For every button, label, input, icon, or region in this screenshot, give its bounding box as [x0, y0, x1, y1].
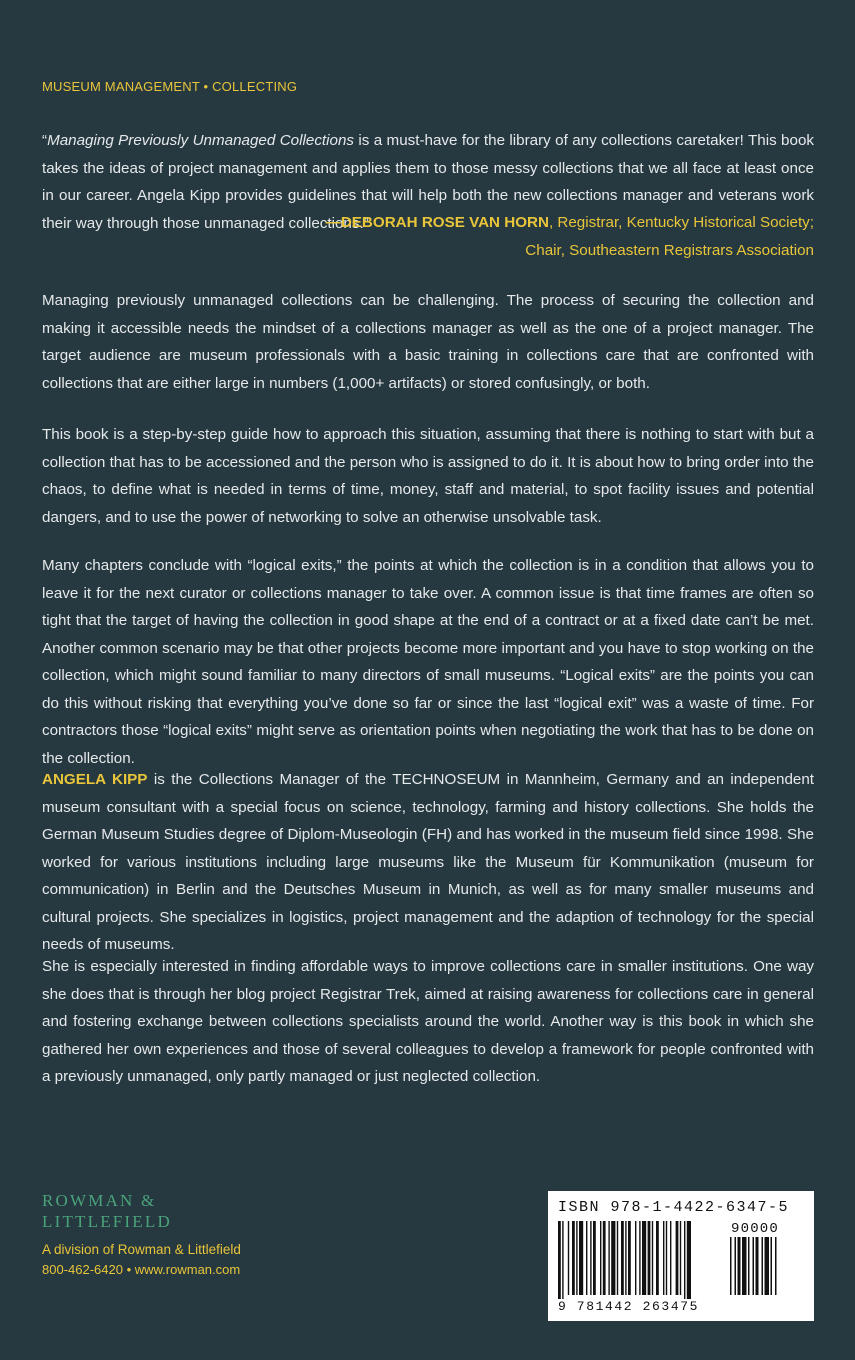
publisher-block [42, 1190, 241, 1277]
category-label: MUSEUM MANAGEMENT • COLLECTING [42, 79, 298, 94]
isbn-number: ISBN 978-1-4422-6347-5 [558, 1199, 790, 1216]
price-code: 90000 [731, 1221, 780, 1237]
publisher-contact: 800-462-6420 • www.rowman.com [42, 1262, 241, 1277]
endorsement-attribution [42, 209, 814, 264]
description-paragraph-2: This book is a step-by-step guide how to approach this situation, assuming that there is nothing to start with but a collection that has to be accessioned and the person who is assigned to do it. It is about how to bring order into the chaos, to define what is needed in terms of time, money, staff and material, to spot facility issues and potential dangers, and to use the power of networking to solve an otherwise unsolvable task. [42, 426, 814, 526]
publisher-logo: ROWMAN & LITTLEFIELD [42, 1191, 172, 1231]
author-bio-paragraph: ANGELA KIPP is the Collections Manager of the TECHNOSEUM in Mannheim, Germany and an independent museum consultant with a special focus on science, technology, farming and history collections. She holds the German Museum Studies degree of Diplom-Museologin (FH) and has worked in the museum field since 1998. She worked for various institutions including large museums like the Museum für Kommunikation (museum for communication) in Berlin and the Deutsches Museum in Munich, as well as for many smaller museums and cultural projects. She specializes in logistics, project management and the adaption of technology for the special needs of museums. [42, 771, 814, 953]
endorsement-quote: “Managing Previously Unmanaged Collections is a must-have for the library of any collections caretaker! This book takes the ideas of project management and applies them to those messy collections that we all face at least once in our career. Angela Kipp provides guidelines that will help both the new collections manager and veterans work their way through those unmanaged collections.” [42, 132, 814, 232]
description-paragraph-3: Many chapters conclude with “logical exits,” the points at which the collection is in a condition that allows you to leave it for the next curator or collections manager to take over. A common issue is that time frames are often so tight that the target of having the collection in good shape at the end of a contract or at a fixed date can’t be met. Another common scenario may be that other projects become more important and you have to stop working on the collection, which might sound familiar to many directors of small museums. “Logical exits” are the points you can do this without risking that everything you’ve done so far or since the last “logical exit” was a waste of time. For contractors those “logical exits” might serve as orientation points when negotiating the work that has to be done on the collection. [42, 557, 814, 767]
publisher-division: A division of Rowman & Littlefield [42, 1242, 241, 1257]
isbn-barcode [548, 1191, 814, 1321]
ean-digits: 9 781442 263475 [558, 1299, 700, 1314]
description-paragraph-1: Managing previously unmanaged collections can be challenging. The process of securing the collection and making it accessible needs the mindset of a collections manager as well as the one of a project manager. The target audience are museum professionals with a basic training in collections care that are confronted with collections that are either large in numbers (1,000+ artifacts) or stored confusingly, or both. [42, 292, 814, 392]
endorser-role: , Registrar, Kentucky Historical Society; [548, 214, 814, 231]
barcode-bars [558, 1221, 804, 1301]
book-title: Managing Previously Unmanaged Collections [47, 132, 354, 149]
endorser-role-2: Chair, Southeastern Registrars Association [525, 241, 814, 259]
author-bio-paragraph-2: She is especially interested in finding affordable ways to improve collections care in smaller institutions. One way she does that is through her blog project Registrar Trek, aimed at raising awareness for collections care in general and fostering exchange between collections specialists around the world. Another way is this book in which she gathered her own experiences and those of several colleagues to develop a framework for people confronted with a previously unmanaged, only partly managed or just neglected collection. [42, 958, 814, 1085]
endorser-name: —DEBORAH ROSE VAN HORN [325, 214, 549, 231]
author-name: ANGELA KIPP [42, 771, 148, 788]
